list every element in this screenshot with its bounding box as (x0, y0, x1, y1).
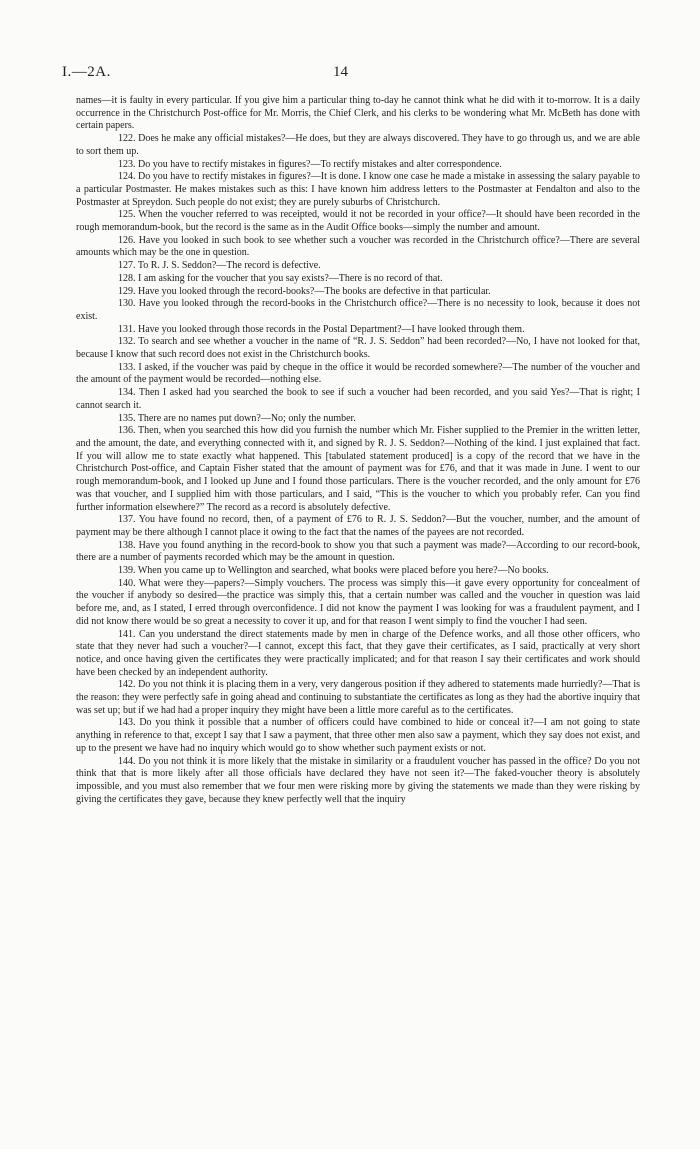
paragraph-q138: 138. Have you found anything in the record-book to show you that such a payment was made?—According to our record-book, there are a number of payments recorded which may be the amount in question. (76, 539, 640, 564)
paragraph-q123: 123. Do you have to rectify mistakes in figures?—To rectify mistakes and alter correspondence. (118, 158, 502, 170)
paragraph-q134: 134. Then I asked had you searched the book to see if such a voucher had been recorded, and you said Yes?—That is right; I cannot search it. (76, 387, 640, 411)
paragraph-q132: 132. To search and see whether a voucher in the name of “R. J. S. Seddon” had been recorded?—No, I have not looked for that, because I know that such record does not exist in the Christchurch books. (76, 336, 640, 361)
paragraph-q141: 141. Can you understand the direct statements made by men in charge of the Defence works, and all those other officers, who state that they never had such a voucher?—I cannot, except this fact, that they gave their certificates, as I said, practically at very short notice, and once having given the certificates they were practically implicated; and for that reason I say their certificates and work should have been checked by an independent authority. (76, 628, 640, 678)
paragraph-q126: 126. Have you looked in such book to see whether such a voucher was recorded in the Christchurch office?—There are several amounts which may be the one in question. (76, 234, 640, 259)
paragraph-q143: 143. Do you think it possible that a number of officers could have combined to hide or conceal it?—I am not going to state anything in reference to that, except I say that I saw a payment, that three other men also saw a payment, which they say does not exist, and up to the present we have had no inquiry which would go to show whether such payment exists or not. (76, 717, 640, 754)
page-reference: I.—2A. (62, 64, 111, 80)
paragraph-q140: 140. What were they—papers?—Simply vouchers. The process was simply this—it gave every opportunity for concealment of the voucher if anybody so desired—the practice was simply this, that a certain number was called and the voucher in question was laid before me, and, as I stated, I erred through overconfidence. I did not know the payment I was looking for was a fraudulent payment, and I did not know there would be so great a necessity to cover it up, and for that reason I went simply to find the voucher I had seen. (76, 577, 640, 627)
paragraph-continuation: names—it is faulty in every particular. If you give him a particular thing to-day he cannot think what he did with it to-morrow. It is a daily occurrence in the Christchurch Post-office for Mr. Morris, the Chief Clerk, and his clerks to be wondering what Mr. McBeth has done with certain papers. (76, 95, 640, 132)
paragraph-q130: 130. Have you looked through the record-books in the Christchurch office?—There is no necessity to look, because it does not exist. (76, 298, 640, 322)
paragraph-q144: 144. Do you not think it is more likely that the mistake in similarity or a fraudulent voucher has passed in the office? Do you not think that that is more likely after all those officials have declared they have not seen it?—The faked-voucher theory is absolutely impossible, and you must also remember that we four men were risking more by giving the statements we made than they were risking by giving the certificates they gave, because they knew perfectly well that the inquiry (76, 755, 640, 805)
paragraph-q128: 128. I am asking for the voucher that you say exists?—There is no record of that. (118, 272, 443, 284)
paragraph-q139: 139. When you came up to Wellington and searched, what books were placed before you here?—No books. (118, 565, 549, 577)
paragraph-q131: 131. Have you looked through those records in the Postal Department?—I have looked through them. (118, 323, 525, 335)
paragraph-q135: 135. There are no names put down?—No; only the number. (118, 412, 356, 424)
paragraph-q137: 137. You have found no record, then, of a payment of £76 to R. J. S. Seddon?—But the voucher, number, and the amount of payment may be there although I cannot place it owing to the fact that the names of the payees are not recorded. (76, 514, 640, 538)
paragraph-q129: 129. Have you looked through the record-books?—The books are defective in that particular. (118, 285, 491, 297)
paragraph-q124: 124. Do you have to rectify mistakes in figures?—It is done. I know one case he made a mistake in assessing the salary payable to a particular Postmaster. He makes mistakes such as this: I have known him address letters to the Postmaster at Fendalton and also to the Postmaster at Spreydon. Such people do not exist; they are purely suburbs of Christchurch. (76, 171, 640, 208)
paragraph-q142: 142. Do you not think it is placing them in a very, very dangerous position if they adhered to statements made hurriedly?—That is the reason: they were perfectly safe in going ahead and continuing to substantiate the certificates as long as they had the abortive inquiry that was set up; but if we had had a proper inquiry they might have been a little more careful as to the certificates. (76, 679, 640, 716)
paragraph-q122: 122. Does he make any official mistakes?—He does, but they are always discovered. They have to go through us, and we are able to sort them up. (76, 133, 640, 157)
testimony-text (76, 95, 640, 806)
page-number: 14 (333, 64, 348, 80)
paragraph-q125: 125. When the voucher referred to was receipted, would it not be recorded in your office?—It should have been recorded in the rough memorandum-book, but the record is the same as in the Audit Office books—simply the number and amount. (76, 209, 640, 234)
paragraph-q127: 127. To R. J. S. Seddon?—The record is defective. (118, 260, 321, 272)
paragraph-q136: 136. Then, when you searched this how did you furnish the number which Mr. Fisher supplied to the Premier in the written letter, and the amount, the date, and everything connected with it, and signed by R. J. S. Seddon?—Nothing of the kind. I just explained that fact. If you will allow me to state exactly what happened. This [tabulated statement produced] is a copy of the record that we have in the Christchurch Post-office, and Captain Fisher stated that the amount of payment was for £76, and that it was made in June. I went to our rough memorandum-book, and I looked up June and I found those particulars. There is the voucher recorded, and the only amount for £76 was that voucher, and I supplied him with those particulars, and I said, “This is the voucher to which you probably refer. Can you find further information elsewhere?” The record as a record is absolutely defective. (76, 425, 640, 513)
paragraph-q133: 133. I asked, if the voucher was paid by cheque in the office it would be recorded somewhere?—The number of the voucher and the amount of the payment would be recorded—nothing else. (76, 361, 640, 386)
